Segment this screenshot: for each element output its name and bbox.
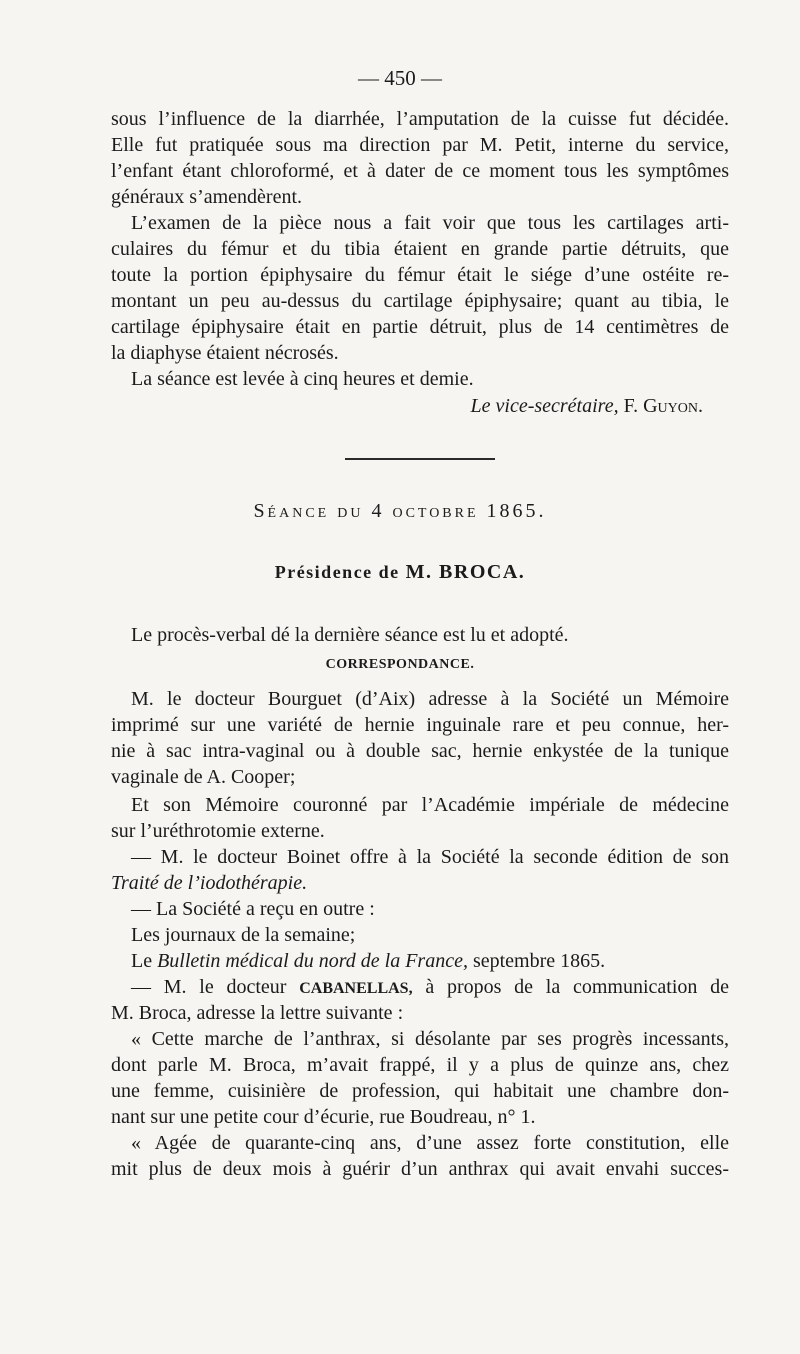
bulletin-le: Le: [131, 950, 153, 972]
text-line: sous l’influence de la diarrhée, l’amputation de la cuisse fut décidée.: [111, 108, 729, 130]
seance-year: 1865.: [486, 500, 547, 522]
closing-line: La séance est levée à cinq heures et demie.: [131, 368, 474, 390]
text-line: [111, 974, 729, 1002]
text-line: « Cette marche de l’anthrax, si désolante par ses progrès incessants,: [131, 1028, 729, 1050]
text-line: l’enfant étant chloroformé, et à dater de ce moment tous les symptômes: [111, 160, 729, 182]
text-line: nie à sac intra-vaginal ou à double sac, hernie enkystée de la tunique: [111, 740, 729, 762]
text-line: M. Broca, adresse la lettre suivante :: [111, 1002, 404, 1024]
text-line: culaires du fémur et du tibia étaient en grande partie détruits, que: [111, 238, 729, 260]
text-line: vaginale de A. Cooper;: [111, 766, 296, 788]
text-line: [111, 948, 729, 974]
correspondance-heading: CORRESPONDANCE.: [325, 657, 475, 672]
text-line: la diaphyse étaient nécrosés.: [111, 342, 339, 364]
text-line: généraux s’amendèrent.: [111, 186, 303, 208]
text-line: imprimé sur une variété de hernie inguinale rare et peu connue, her-: [111, 714, 729, 736]
text-line: montant un peu au-dessus du cartilage épiphysaire; quant au tibia, le: [111, 290, 729, 312]
text-line: — La Société a reçu en outre :: [131, 898, 375, 920]
text-line: nant sur une petite cour d’écurie, rue Boudreau, n° 1.: [111, 1106, 536, 1128]
seance-month: octobre: [392, 500, 479, 522]
text-line: « Agée de quarante-cinq ans, d’une assez forte constitution, elle: [131, 1132, 729, 1154]
cabanellas-name: CABANELLAS,: [299, 980, 413, 997]
cabanellas-pre: — M. le docteur: [131, 976, 287, 998]
text-line: Le procès-verbal dé la dernière séance est lu et adopté.: [131, 624, 569, 646]
presidence-name: M. BROCA.: [405, 561, 526, 583]
signature-name: F. Guyon.: [623, 395, 703, 417]
text-line: Et son Mémoire couronné par l’Académie impériale de médecine: [131, 794, 729, 816]
seance-day: 4: [371, 500, 385, 522]
presidence-prefix: Présidence de: [274, 562, 400, 582]
text-line: Elle fut pratiquée sous ma direction par M. Petit, interne du service,: [111, 134, 729, 156]
text-column-2: [111, 0, 729, 1354]
text-line: toute la portion épiphysaire du fémur était le siége d’une ostéite re-: [111, 264, 729, 286]
bulletin-title: Bulletin médical du nord de la France,: [157, 950, 468, 972]
text-line: dont parle M. Broca, m’avait frappé, il y a plus de quinze ans, chez: [111, 1054, 729, 1076]
text-line: M. le docteur Bourguet (d’Aix) adresse à la Société un Mémoire: [131, 688, 729, 710]
bulletin-date: septembre 1865.: [472, 950, 606, 972]
cabanellas-post: à propos de la communication de: [425, 976, 730, 998]
text-line: mit plus de deux mois à guérir d’un anthrax qui avait envahi succes-: [111, 1158, 729, 1180]
text-line: Traité de l’iodothérapie.: [111, 872, 308, 894]
text-line: sur l’uréthrotomie externe.: [111, 820, 325, 842]
text-line: — M. le docteur Boinet offre à la Société la seconde édition de son: [131, 846, 729, 868]
seance-prefix: Séance du: [253, 500, 364, 522]
signature-role: Le vice-secrétaire,: [470, 395, 619, 417]
text-line: L’examen de la pièce nous a fait voir que tous les cartilages arti-: [131, 212, 729, 234]
text-line: une femme, cuisinière de profession, qui habitait une chambre don-: [111, 1080, 729, 1102]
text-line: cartilage épiphysaire était en partie détruit, plus de 14 centimètres de: [111, 316, 729, 338]
text-line: Les journaux de la semaine;: [131, 924, 356, 946]
page-number: — 450 —: [358, 66, 442, 90]
